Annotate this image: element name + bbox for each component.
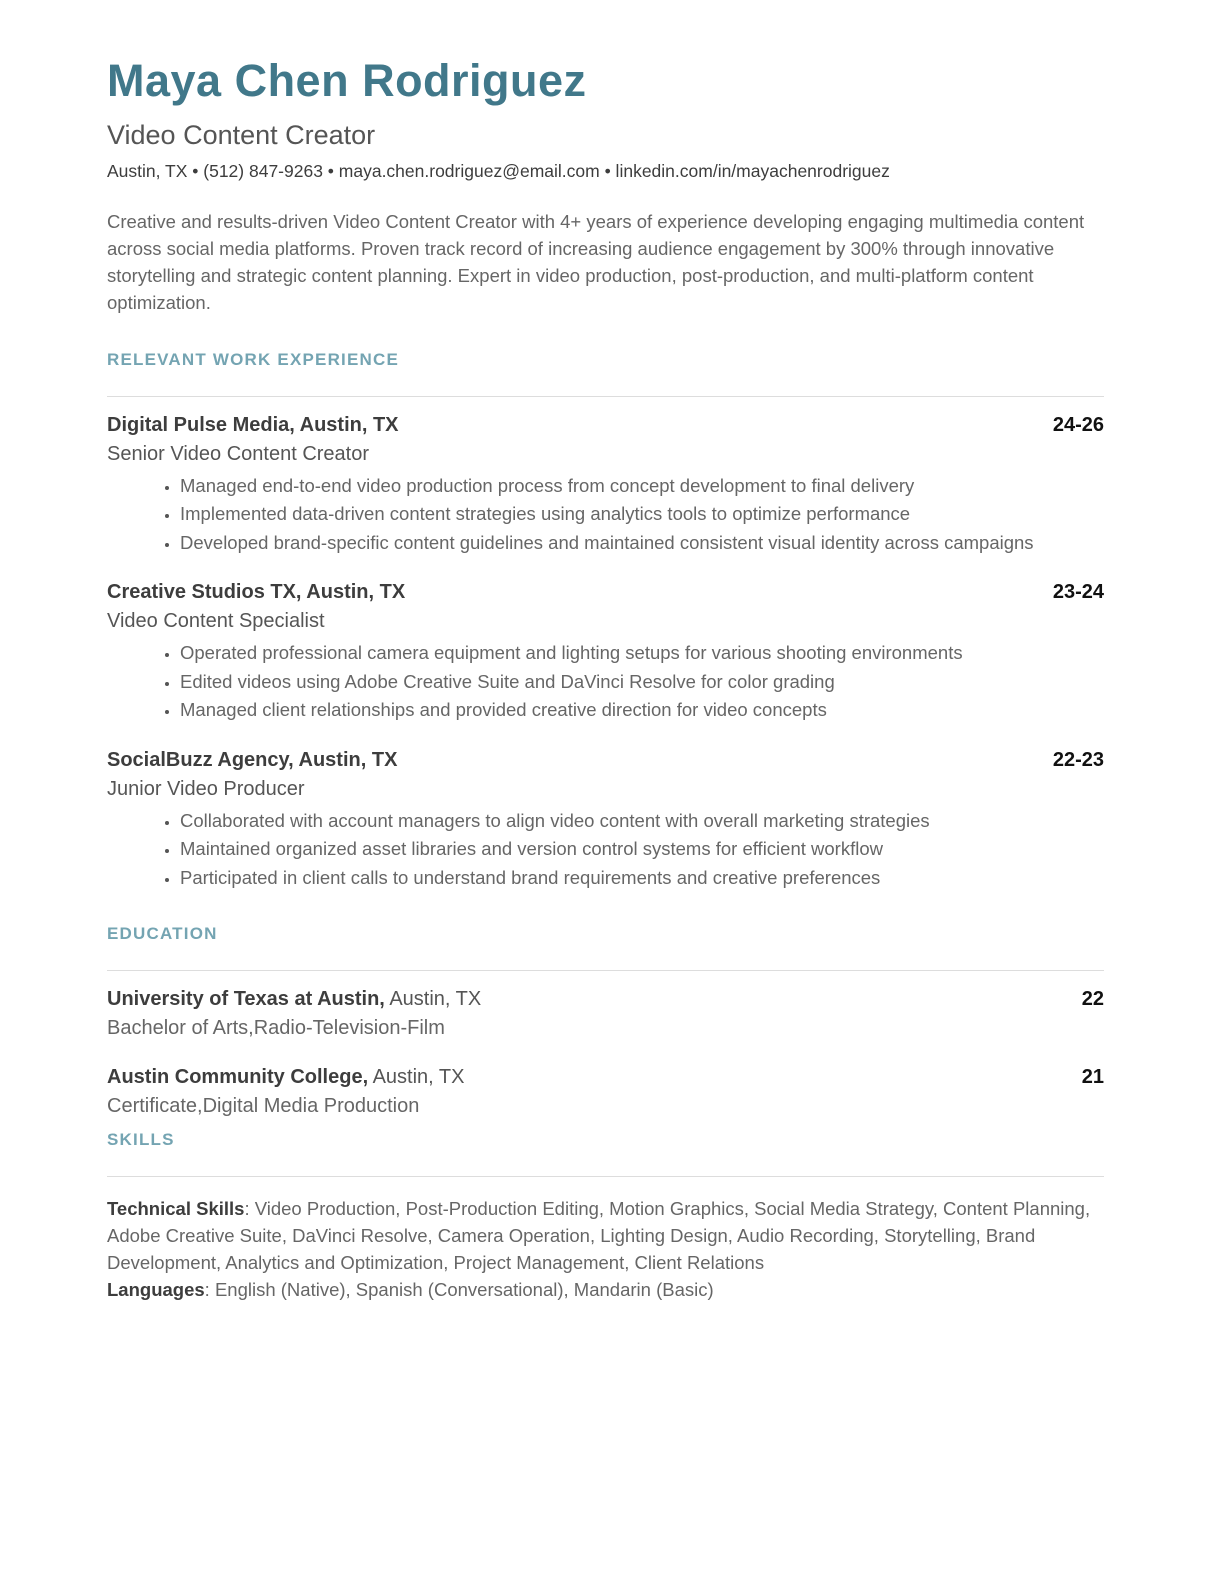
- section-title-skills: SKILLS: [107, 1130, 175, 1149]
- education-entry: [107, 988, 1104, 1040]
- job-bullet: • Managed client relationships and provided creative direction for video concepts: [180, 696, 1104, 725]
- languages-text: : English (Native), Spanish (Conversational), Mandarin (Basic): [204, 1279, 714, 1300]
- section-title-education: EDUCATION: [107, 924, 218, 943]
- job-bullet: • Operated professional camera equipment and lighting setups for various shooting environments: [180, 639, 1104, 668]
- education-dates: 21: [1081, 1066, 1104, 1088]
- job-bullet: • Collaborated with account managers to align video content with overall marketing strategies: [180, 807, 1104, 836]
- job-bullet: • Maintained organized asset libraries and version control systems for efficient workflow: [180, 835, 1104, 864]
- contact-line: Austin, TX • (512) 847-9263 • maya.chen.rodriguez@email.com • linkedin.com/in/mayachenrodriguez: [107, 160, 890, 181]
- company-name: SocialBuzz Agency, Austin, TX: [107, 748, 398, 771]
- section-divider: [107, 396, 1104, 397]
- school-name-bold: Austin Community College,: [107, 1066, 369, 1088]
- experience-entry-head: [107, 414, 1104, 437]
- company-name: Digital Pulse Media, Austin, TX: [107, 413, 399, 436]
- summary-paragraph: Creative and results-driven Video Content Creator with 4+ years of experience developing engaging multimedia content across social media platforms. Proven track record of increasing audience engagement by 300% through innovative storytelling and strategic content planning. Expert in video production, post-production, and multi-platform content optimization.: [107, 210, 1085, 313]
- education-dates: 22: [1081, 988, 1104, 1010]
- degree-line: Bachelor of Arts,Radio-Television-Film: [107, 1017, 445, 1039]
- education-entry-head: [107, 988, 1104, 1011]
- job-bullet: • Developed brand-specific content guidelines and maintained consistent visual identity across campaigns: [180, 529, 1104, 558]
- education-entry: [107, 1066, 1104, 1118]
- skills-paragraph: [107, 1195, 1104, 1303]
- section-title-experience: RELEVANT WORK EXPERIENCE: [107, 349, 400, 369]
- job-bullet-list: [107, 472, 1104, 558]
- languages-label: Languages: [107, 1279, 205, 1300]
- job-title: Junior Video Producer: [107, 777, 305, 800]
- job-bullet-list: [107, 639, 1104, 725]
- job-bullet: • Participated in client calls to understand brand requirements and creative preferences: [180, 864, 1104, 893]
- school-name: [107, 988, 481, 1011]
- experience-entry: [107, 414, 1104, 558]
- candidate-name: Maya Chen Rodriguez: [107, 55, 587, 106]
- section-divider: [107, 970, 1104, 971]
- experience-entry-head: [107, 749, 1104, 772]
- degree-line: Certificate,Digital Media Production: [107, 1095, 420, 1117]
- school-name-bold: University of Texas at Austin,: [107, 988, 385, 1010]
- job-dates: 23-24: [1052, 581, 1104, 603]
- school-location: Austin, TX: [368, 1066, 465, 1088]
- job-title: Video Content Specialist: [107, 610, 325, 632]
- education-entry-head: [107, 1066, 1104, 1089]
- school-name: [107, 1066, 464, 1089]
- job-title: Senior Video Content Creator: [107, 442, 370, 465]
- job-bullet: • Edited videos using Adobe Creative Suite and DaVinci Resolve for color grading: [180, 668, 1104, 697]
- job-bullet-list: [107, 807, 1104, 893]
- job-bullet: • Managed end-to-end video production process from concept development to final delivery: [180, 472, 1104, 501]
- experience-entry: [107, 749, 1104, 893]
- company-name: Creative Studios TX, Austin, TX: [107, 581, 406, 603]
- candidate-headline: Video Content Creator: [107, 119, 376, 150]
- job-dates: 22-23: [1052, 748, 1104, 771]
- section-divider: [107, 1176, 1104, 1177]
- experience-entry: [107, 581, 1104, 725]
- technical-skills-text: : Video Production, Post-Production Editing, Motion Graphics, Social Media Strategy, Content Planning, Adobe Creative Suite, DaVinci Resolve, Camera Operation, Lighting Design, Audio Recording, Storytelling, Brand Development, Analytics and Optimization, Project Management, Client Relations: [107, 1198, 1091, 1273]
- school-location: Austin, TX: [384, 988, 482, 1010]
- job-dates: 24-26: [1052, 413, 1104, 436]
- technical-skills-label: Technical Skills: [107, 1198, 245, 1219]
- experience-entry-head: [107, 581, 1104, 604]
- job-bullet: • Implemented data-driven content strategies using analytics tools to optimize performance: [180, 500, 1104, 529]
